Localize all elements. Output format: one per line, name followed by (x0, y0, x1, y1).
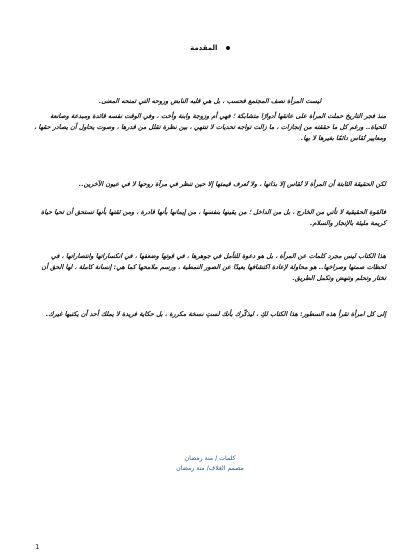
cover-designer-credit: مصمم الغلاف/ منة رمضان (176, 465, 244, 472)
paragraph-dedication: إلى كل امرأة تقرأ هذه السطور: هذا الكتاب لكِ ، ليذكّرك بأنك لستِ نسخة مكررة ، بل حكاية فريدة لا يملك أحد أن يكتبها غيرك. (45, 310, 386, 318)
paragraph-strength: فالقوة الحقيقية لا تأتي من الخارج ، بل من الداخل ؛ من يقينها بنفسها ، من إيمانها بأنها قادرة ، ومن ثقتها بأنها تستحق أن تحيا حياة كريمة مليئة بالإنجاز والسلام. (40, 208, 386, 227)
heading-text: المقدمة (190, 44, 218, 52)
paragraph-book: هذا الكتاب ليس مجرد كلمات عن المرأة ، بل هو دعوة للتأمل في جوهرها ، في قوتها وضعفها ، في انكساراتها وانتصاراتها ، في لحظات صمتها وصراخها.. هو محاولة لإعادة اكتشافها بعيدًا عن الصور النمطية ، ورسم ملامحها كما هي: إنسانة كاملة ، لها الحق أن تختار وتحلم وتنهض وتكمل الطريق. (41, 252, 386, 282)
bullet-icon (226, 46, 230, 50)
page-number: 1 (35, 543, 40, 551)
paragraph-intro: ليست المرأة نصف المجتمع فحسب ، بل هي قلبه النابض وروحه التي تمنحه المعنى. (98, 97, 322, 105)
author-credit: كلمات / منة رمضان (184, 455, 236, 462)
paragraph-history: منذ فجر التاريخ حملت المرأة على عاتقها أدوارًا متشابكة ؛ فهي أم وزوجة وابنة وأخت ، وفي الوقت نفسه قائدة ومبدعة وصانعة للحياة.. ورغم كل ما حققته من إنجازات ، ما زالت تواجه تحديات لا تنتهي ، بين نظرة تقلل من قدرها ، وصوت يحاول أن يصادر حقها ، ومعايير تُقاس دائمًا بغيرها لا بها. (34, 112, 386, 142)
signature-block (0, 454, 420, 474)
paragraph-truth: لكن الحقيقة الثابتة أن المرأة لا تُقاس إلا بذاتها ، ولا تُعرف قيمتها إلا حين تنظر في مرآة روحها لا في عيون الآخرين.. (78, 180, 386, 188)
section-heading (0, 44, 420, 52)
